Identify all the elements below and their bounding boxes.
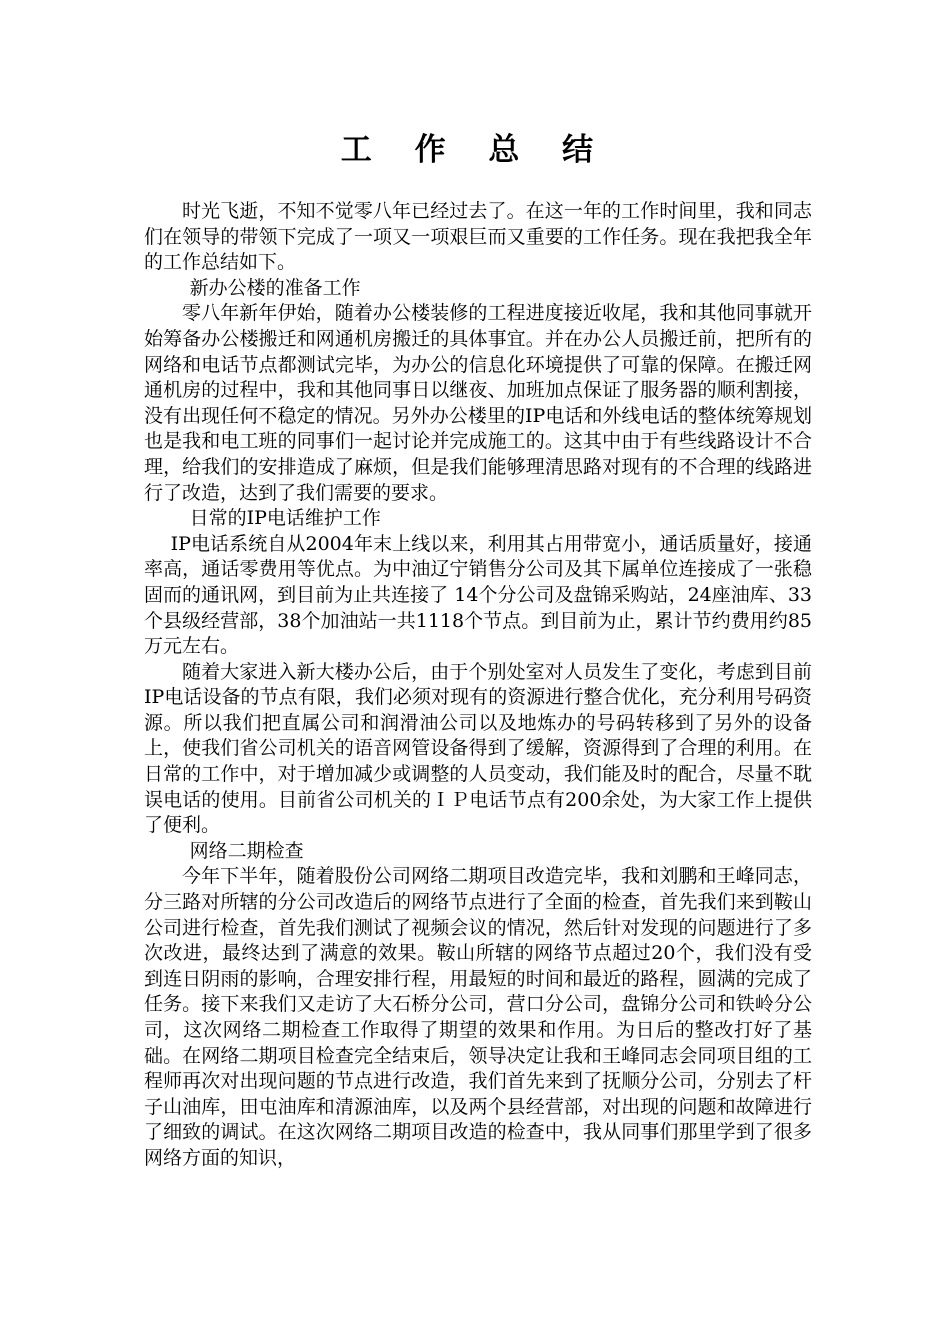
- document-body: [144, 199, 812, 1172]
- ip-phone-paragraph: IP电话系统自从2004年末上线以来，利用其占用带宽小，通话质量好，接通率高，通话零费用等优点。为中油辽宁销售分公司及其下属单位连接成了一张稳固而的通讯网，到目前为止共连接了 14个分公司及盘锦采购站，24座油库、33个县级经营部，38个加油站一共1118个节点。到目前为止，累计节约费用约85万元左右。: [144, 532, 812, 658]
- intro-paragraph: 时光飞逝，不知不觉零八年已经过去了。在这一年的工作时间里，我和同志们在领导的带领下完成了一项又一项艰巨而又重要的工作任务。现在我把我全年的工作总结如下。: [144, 200, 812, 274]
- new-office-paragraph: 零八年新年伊始，随着办公楼装修的工程进度接近收尾，我和其他同事就开始筹备办公楼搬迁和网通机房搬迁的具体事宜。并在办公人员搬迁前，把所有的网络和电话节点都测试完毕，为办公的信息化环境提供了可靠的保障。在搬迁网通机房的过程中，我和其他同事日以继夜、加班加点保证了服务器的顺利割接，没有出现任何不稳定的情况。另外办公楼里的IP电话和外线电话的整体统筹规划也是我和电工班的同事们一起讨论并完成施工的。这其中由于有些线路设计不合理，给我们的安排造成了麻烦，但是我们能够理清思路对现有的不合理的线路进行了改造，达到了我们需要的要求。: [144, 302, 812, 504]
- section-heading-new-office: 新办公楼的准备工作: [189, 276, 361, 299]
- network-check-paragraph: 今年下半年，随着股份公司网络二期项目改造完毕，我和刘鹏和王峰同志，分三路对所辖的分公司改造后的网络节点进行了全面的检查，首先我们来到鞍山公司进行检查，首先我们测试了视频会议的情况，然后针对发现的问题进行了多次改进，最终达到了满意的效果。鞍山所辖的网络节点超过20个，我们没有受到连日阴雨的影响，合理安排行程，用最短的时间和最近的路程，圆满的完成了任务。接下来我们又走访了大石桥分公司，营口分公司，盘锦分公司和铁岭分公司，这次网络二期检查工作取得了期望的效果和作用。为日后的整改打好了基础。在网络二期项目检查完全结束后，领导决定让我和王峰同志会同项目组的工程师再次对出现问题的节点进行改造，我们首先来到了抚顺分公司，分别去了杆子山油库，田屯油库和清源油库，以及两个县经营部，对出现的问题和故障进行了细致的调试。在这次网络二期项目改造的检查中，我从同事们那里学到了很多网络方面的知识，: [144, 865, 812, 1169]
- resource-optimization-paragraph: 随着大家进入新大楼办公后，由于个别处室对人员发生了变化，考虑到目前IP电话设备的节点有限，我们必须对现有的资源进行整合优化，充分利用号码资源。所以我们把直属公司和润滑油公司以及地炼办的号码转移到了另外的设备上，使我们省公司机关的语音网管设备得到了缓解，资源得到了合理的利用。在日常的工作中，对于增加减少或调整的人员变动，我们能及时的配合，尽量不耽误电话的使用。目前省公司机关的ＩＰ电话节点有200余处，为大家工作上提供了便利。: [144, 660, 812, 837]
- section-heading-network-check: 网络二期检查: [189, 839, 304, 862]
- document-title: 工 作 总 结: [340, 132, 610, 168]
- section-heading-ip-phone: 日常的IP电话维护工作: [189, 507, 381, 530]
